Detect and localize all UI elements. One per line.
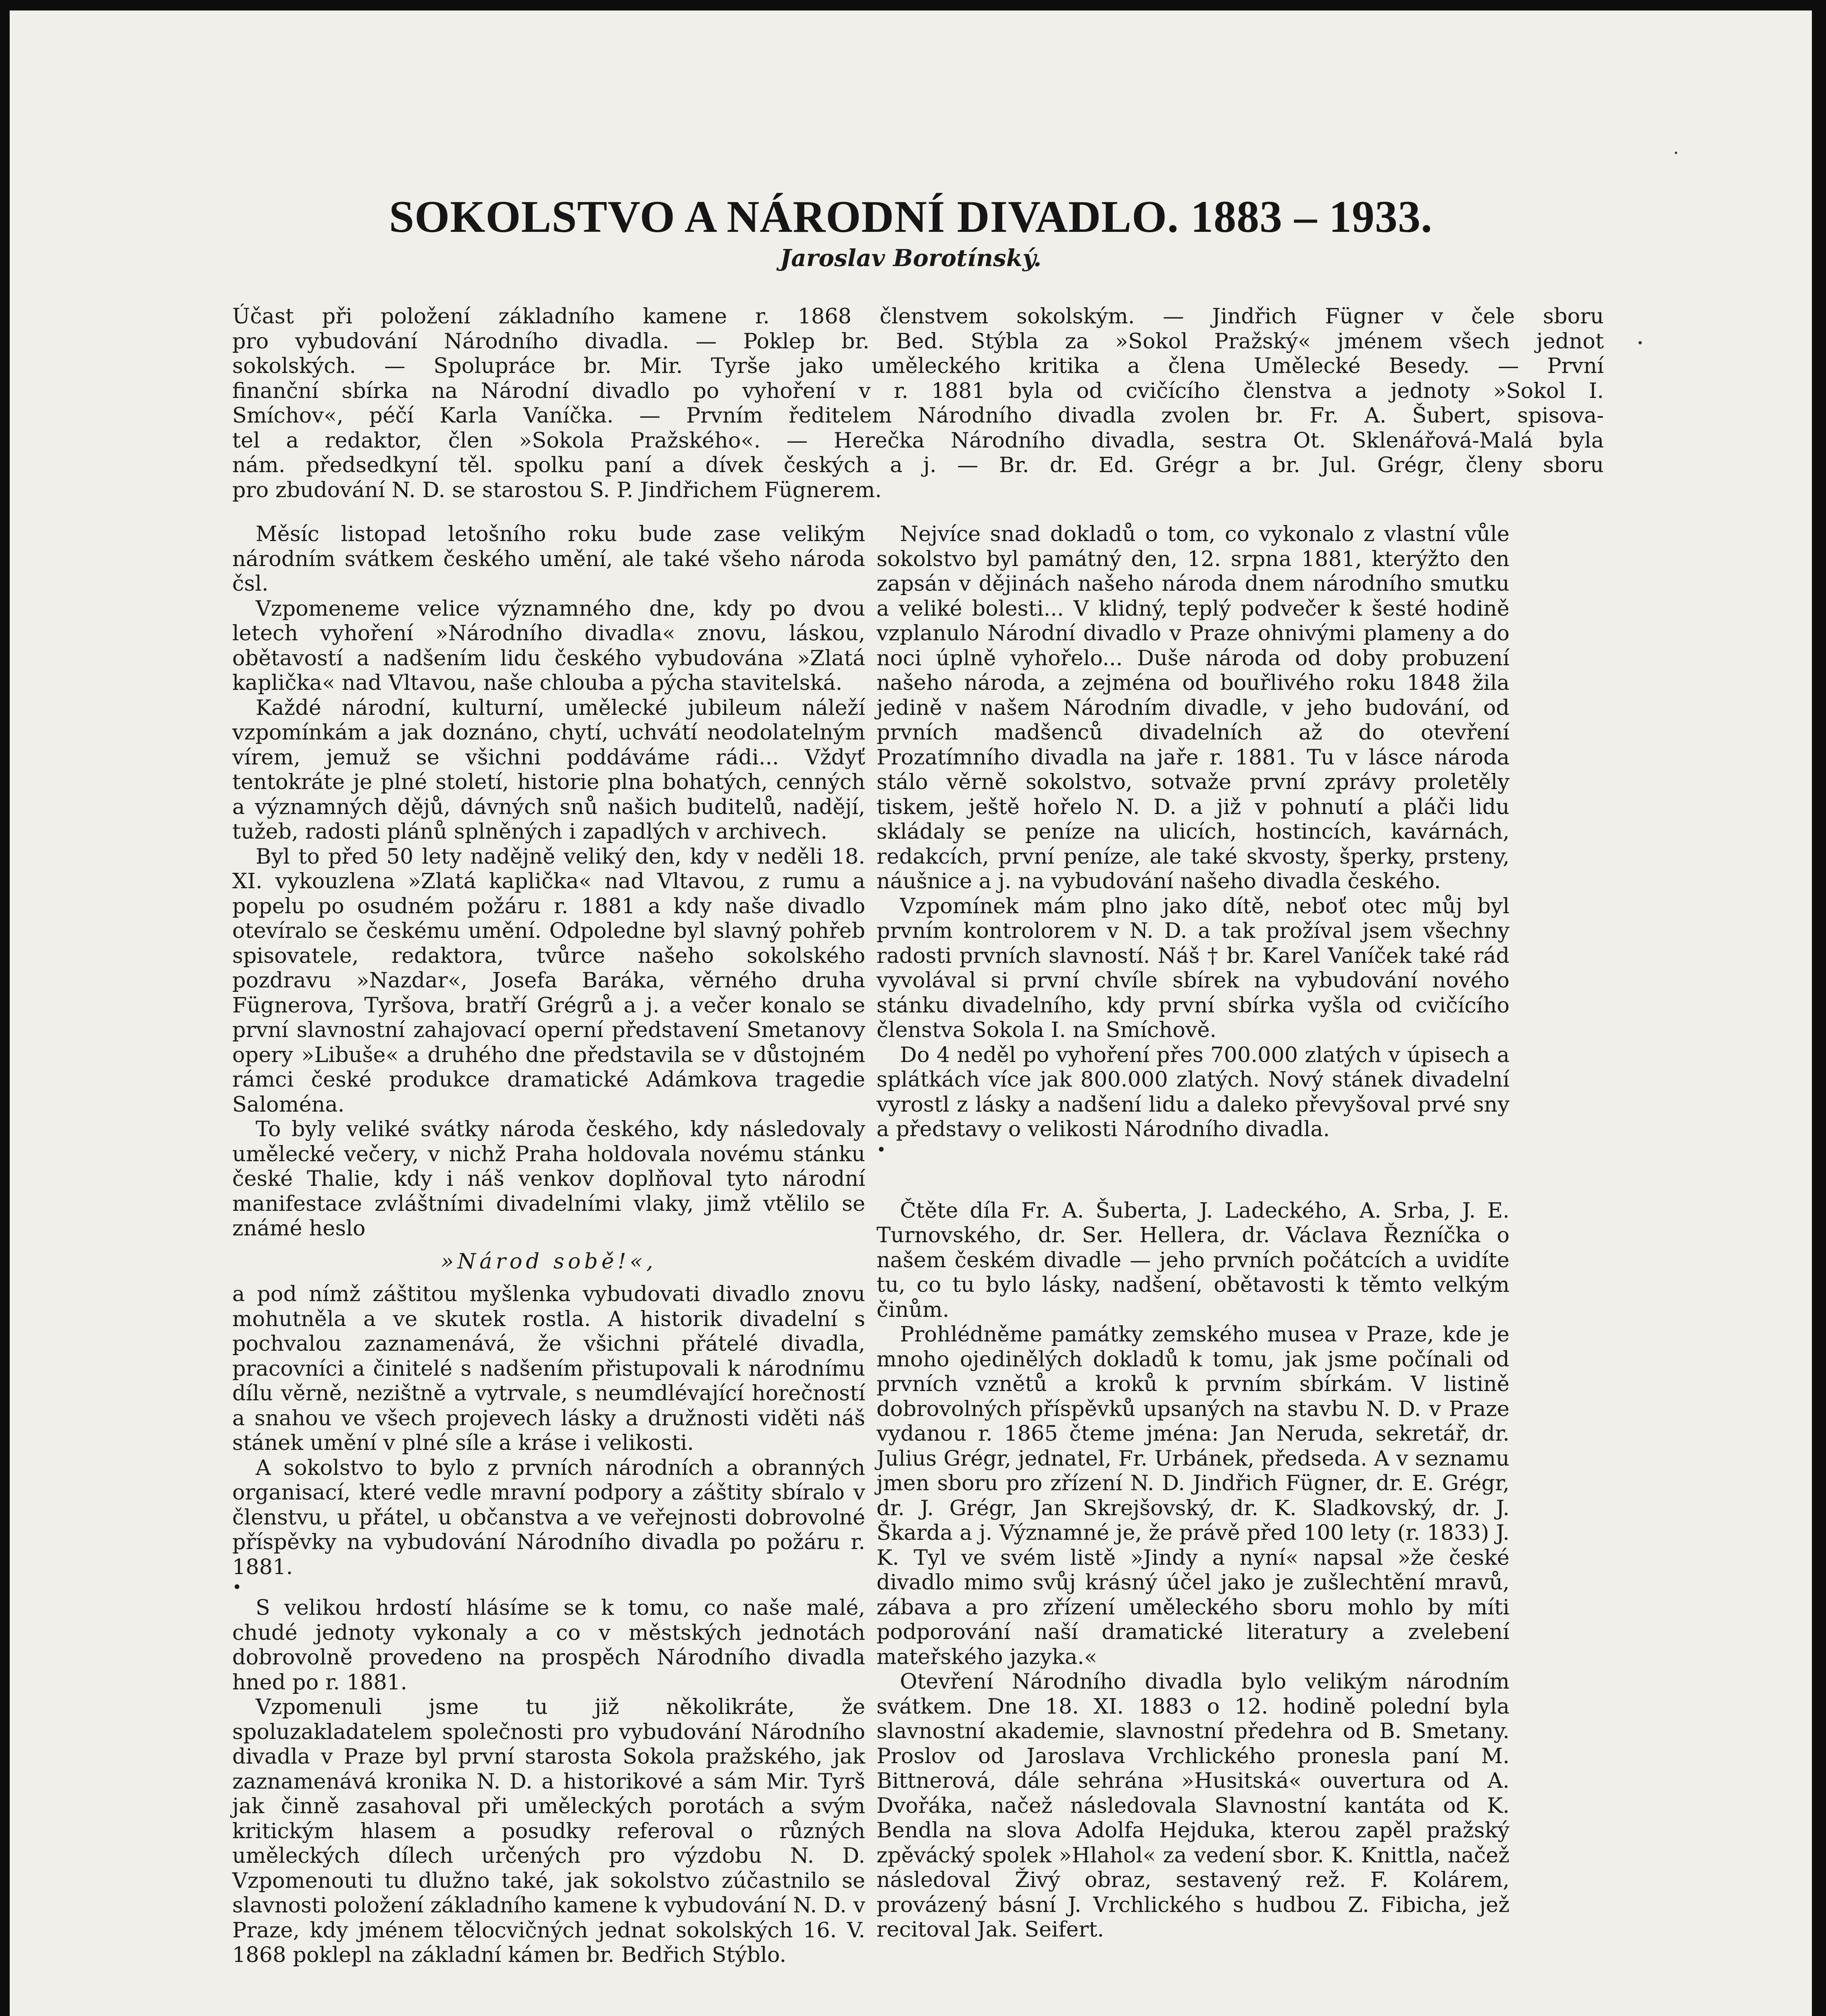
paragraph: Čtěte díla Fr. A. Šuberta, J. Ladeckého, A. Srba, J. E. Turnovského, dr. Ser. Hellera, dr. Václava Řezníčka o našem českém divadle — jeho prvních počátcích a uvidíte tu, co tu bylo lásky, nadšení, obětavosti k těmto velkým činům. — [877, 1198, 1510, 1322]
paragraph: Do 4 neděl po vyhoření přes 700.000 zlatých v úpisech a splátkách více jak 800.000 zlatých. Nový stánek divadelní vyrostl z lásky a nadšení lidu a daleko převyšoval prvé sny a představy o velikosti Národního divadla. — [877, 1042, 1510, 1141]
summary-line: tel a redaktor, člen »Sokola Pražského«. — Herečka Národního divadla, sestra Ot. Sklenářová-Malá byla — [232, 428, 1604, 453]
paragraph: Vzpomínek mám plno jako dítě, neboť otec můj byl prvním kontrolorem v N. D. a tak prožíval jsem všechny radosti prvních slavností. Náš † br. Karel Vaníček také rád vyvolával si první chvíle sbírek na vybudování nového stánku divadelního, kdy první sbírka vyšla od cvičícího členstva Sokola I. na Smíchově. — [877, 893, 1510, 1042]
summary-line: pro vybudování Národního divadla. — Poklep br. Bed. Stýbla za »Sokol Pražský« jménem všech jednot — [232, 329, 1604, 354]
article-title: SOKOLSTVO A NÁRODNÍ DIVADLO. 1883 – 1933. — [389, 192, 1433, 242]
paragraph: S velikou hrdostí hlásíme se k tomu, co naše malé, chudé jednoty vykonaly a co v městských jednotách dobrovolně provedeno na prospěch Národního divadla hned po r. 1881. — [232, 1595, 865, 1695]
summary-line: finanční sbírka na Národní divadlo po vyhoření v r. 1881 byla od cvičícího členstva a jednoty »Sokol I. — [232, 378, 1604, 403]
paragraph: Nejvíce snad dokladů o tom, co vykonalo z vlastní vůle sokolstvo byl památný den, 12. srpna 1881, kterýžto den zapsán v dějinách našeho národa dnem národního smutku a veliké bolesti... V klidný, teplý podvečer k šesté hodině vzplanulo Národní divadlo v Praze ohnivými plameny a do noci úplně vyhořelo... Duše národa od doby probuzení našeho národa, a zejména od bouřlivého roku 1848 žila jedině v našem Národním divadle, v jeho budování, od prvních madšenců divadelních až do otevření Prozatímního divadla na jaře r. 1881. Tu v lásce národa stálo věrně sokolstvo, sotvaže první zprávy proletěly tiskem, ještě hořelo N. D. a již v pohnutí a pláči lidu skládaly se peníze na ulicích, hostincích, kavárnách, redakcích, první peníze, ale také skvosty, šperky, prsteny, náušnice a j. na vybudování našeho divadla českého. — [877, 522, 1510, 893]
page — [10, 10, 1812, 2016]
article-summary — [232, 304, 1604, 502]
motto: »Národ sobě!«, — [441, 1249, 657, 1274]
article-author: Jaroslav Borotínský. — [780, 244, 1042, 272]
section-bullet: • — [877, 1140, 886, 1159]
paragraph: Vzpomenuli jsme tu již několikráte, že spoluzakladatelem společnosti pro vybudování Národního divadla v Praze byl první starosta Sokola pražského, jak zaznamenává kronika N. D. a historikové a sám Mir. Tyrš jak činně zasahoval při uměleckých porotách a svým kritickým hlasem a posudky referoval o různých uměleckých dílech určených pro výzdobu N. D. Vzpomenouti tu dlužno také, jak sokolstvo zúčastnilo se slavnosti položení základního kamene k vybudování N. D. v Praze, kdy jménem tělocvičných jednat sokolských 16. V. 1868 poklepl na základní kámen br. Bedřich Stýblo. — [232, 1695, 865, 1967]
section-bullet: • — [232, 1578, 242, 1597]
summary-line: Smíchov«, péčí Karla Vaníčka. — Prvním ředitelem Národního divadla zvolen br. Fr. A. Šubert, spisova- — [232, 403, 1604, 428]
left-column — [232, 522, 865, 1968]
paragraph: Každé národní, kulturní, umělecké jubileum náleží vzpomínkám a jak doznáno, chytí, uchvátí neodolatelným vírem, jemuž se všichni poddáváme rádi... Vždyť tentokráte je plné století, historie plna bohatých, cenných a významných dějů, dávných snů našich buditelů, nadějí, tužeb, radosti plánů splněných i zapadlých v archivech. — [232, 695, 865, 844]
paragraph: To byly veliké svátky národa českého, kdy následovaly umělecké večery, v nichž Praha holdovala novému stánku české Thalie, kdy i náš venkov doplňoval tyto národní manifestace zvláštními divadelními vlaky, jimž vtělilo se známé heslo — [232, 1117, 865, 1241]
right-column — [877, 522, 1510, 1942]
paragraph: Otevření Národního divadla bylo velikým národním svátkem. Dne 18. XI. 1883 o 12. hodině polední byla slavnostní akademie, slavnostní předehra od B. Smetany. Proslov od Jaroslava Vrchlického pronesla paní M. Bittnerová, dále sehrána »Husitská« ouvertura od A. Dvořáka, načež následovala Slavnostní kantáta od K. Bendla na slova Adolfa Hejduka, kterou zapěl pražský zpěvácký spolek »Hlahol« za vedení sbor. K. Knittla, načež následoval Živý obraz, sestavený rež. F. Kolárem, provázený básní J. Vrchlického s hudbou Z. Fibicha, jež recitoval Jak. Seifert. — [877, 1669, 1510, 1942]
summary-line: sokolských. — Spolupráce br. Mir. Tyrše jako uměleckého kritika a člena Umělecké Besedy. — První — [232, 354, 1604, 378]
paragraph: Vzpomeneme velice významného dne, kdy po dvou letech vyhoření »Národního divadla« znovu, láskou, obětavostí a nadšením lidu českého vybudována »Zlatá kaplička« nad Vltavou, naše chlouba a pýcha stavitelská. — [232, 596, 865, 695]
scan-speck — [1675, 152, 1677, 154]
paragraph: Prohlédněme památky zemského musea v Praze, kde je mnoho ojedinělých dokladů k tomu, jak jsme počínali od prvních vznětů a kroků k prvním sbírkám. V listině dobrovolných příspěvků upsaných na stavbu N. D. v Praze vydanou r. 1865 čteme jména: Jan Neruda, sekretář, dr. Julius Grégr, jednatel, Fr. Urbánek, předseda. A v seznamu jmen sboru pro zřízení N. D. Jindřich Fügner, dr. E. Grégr, dr. J. Grégr, Jan Skrejšovský, dr. K. Sladkovský, dr. J. Škarda a j. Významné je, že právě před 100 lety (r. 1833) J. K. Tyl ve svém listě »Jindy a nyní« napsal »že české divadlo mimo svůj krásný účel jako je zušlechtění mravů, zábava a pro zřízení uměleckého sboru mohlo by míti podporování naší dramatické literatury a zvelebení mateřského jazyka.« — [877, 1322, 1510, 1669]
paragraph: Měsíc listopad letošního roku bude zase velikým národním svátkem českého umění, ale také všeho národa čsl. — [232, 522, 865, 596]
scan-speck — [1639, 341, 1642, 344]
summary-line: Účast při položení základního kamene r. 1868 členstvem sokolským. — Jindřich Fügner v čele sboru — [232, 304, 1604, 329]
paragraph: a pod nímž záštitou myšlenka vybudovati divadlo znovu mohutněla a ve skutek rostla. A historik divadelní s pochvalou zaznamenává, že všichni přátelé divadla, pracovníci a činitelé s nadšením přistupovali k národnímu dílu věrně, nezištně a vytrvale, s neumdlévající horečností a snahou ve všech projevech lásky a družnosti viděti náš stánek umění v plné síle a kráse i velikosti. — [232, 1282, 865, 1455]
summary-line: pro zbudování N. D. se starostou S. P. Jindřichem Fügnerem. — [232, 477, 882, 502]
paragraph: A sokolstvo to bylo z prvních národních a obranných organisací, které vedle mravní podpory a záštity sbíralo v členstvu, u přátel, u občanstva a ve veřejnosti dobrovolné příspěvky na vybudování Národního divadla po požáru r. 1881. — [232, 1455, 865, 1579]
paragraph: Byl to před 50 lety nadějně veliký den, kdy v neděli 18. XI. vykouzlena »Zlatá kaplička« nad Vltavou, z rumu a popelu po osudném požáru r. 1881 a kdy naše divadlo otevíralo se českému umění. Odpoledne byl slavný pohřeb spisovatele, redaktora, tvůrce našeho sokolského pozdravu »Nazdar«, Josefa Baráka, věrného druha Fügnerova, Tyršova, bratří Grégrů a j. a večer konalo se první slavnostní zahajovací operní představení Smetanovy opery »Libuše« a druhého dne představila se v důstojném rámci české produkce dramatické Adámkova tragedie Saloména. — [232, 844, 865, 1117]
summary-line: nám. předsedkyní těl. spolku paní a dívek českých a j. — Br. dr. Ed. Grégr a br. Jul. Grégr, členy sboru — [232, 453, 1604, 477]
